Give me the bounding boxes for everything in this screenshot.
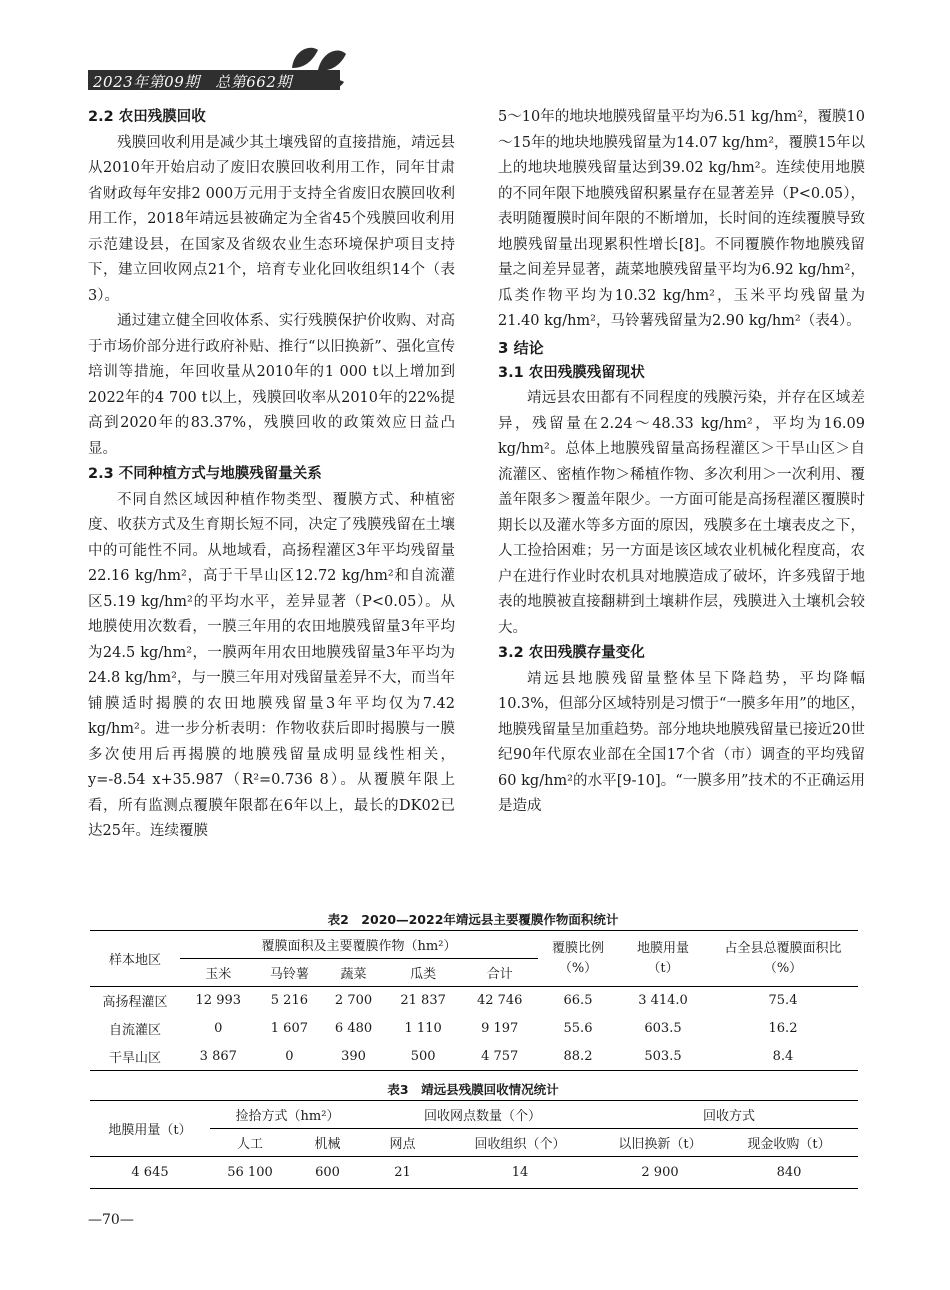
right-column (498, 105, 865, 820)
left-column (88, 105, 455, 845)
section-3-heading: 3 结论 (498, 338, 544, 357)
paragraph: 通过建立健全回收体系、实行残膜保护价收购、对高于市场价部分进行政府补贴、推行“以旧换新”、强化宣传培训等措施，年回收量从2010年的1 000 t以上增加到2022年的4 700 t以上，残膜回收率从2010年的22%提高到2020年的83.37%，残膜回收的政策效应日益凸显。 (88, 313, 455, 457)
table-subheader: 合计 (461, 959, 538, 987)
table-subheader: 玉米 (180, 959, 257, 987)
table-cell: 21 837 (400, 993, 446, 1009)
table-cell: 603.5 (644, 1021, 682, 1036)
table-cell: 0 (214, 1021, 223, 1036)
table-cell: 56 100 (210, 1157, 290, 1189)
table-cell: 3 867 (180, 1043, 257, 1071)
table-cell: 42 746 (476, 993, 523, 1009)
journal-issue: 2023年第09期 总第662期 (93, 73, 292, 91)
paragraph: 残膜回收利用是减少其土壤残留的直接措施，靖远县从2010年开始启动了废旧农膜回收利用工作，同年甘肃省财政每年安排2 000万元用于支持全省废旧农膜回收利用工作，2018年靖远县被确定为全省45个残膜回收利用示范建设县，在国家及省级农业生态环境保护项目支持下，建立回收网点21个，培育专业化回收组织14个（表3）。 (88, 134, 455, 304)
table3 (90, 1100, 858, 1189)
table-header: 样本地区 (90, 931, 180, 987)
table-cell: 自流灌区 (108, 1023, 161, 1038)
table-row (90, 987, 858, 1015)
section-2-3-heading: 2.3 不同种植方式与地膜残留量关系 (88, 466, 322, 482)
section-2-2-heading: 2.2 农田残膜回收 (88, 109, 206, 125)
paragraph: 不同自然区域因种植作物类型、覆膜方式、种植密度、收获方式及生育期长短不同，决定了残膜残留在土壤中的可能性不同。从地域看，高扬程灌区3年平均残留量22.16 kg/hm²，高于干旱山区12.72 kg/hm²和自流灌区5.19 kg/hm²的平均水平，差异显著（P<0.05）。从地膜使用次数看，一膜三年用的农田地膜残留量3年平均为24.5 kg/hm²，一膜两年用农田地膜残留量3年平均为24.8 kg/hm²，与一膜三年用对残留量差异不大，而当年铺膜适时揭膜的农田地膜残留量3年平均仅为7.42 kg/hm²。进一步分析表明：作物收获后即时揭膜与一膜多次使用后再揭膜的地膜残留量成明显线性相关，y=-8.54 x+35.987（R²=0.736 8）。从覆膜年限上看，所有监测点覆膜年限都在6年以上，最长的DK02已达25年。连续覆膜 (88, 491, 455, 839)
table-subheader: 机械 (290, 1129, 365, 1157)
section-3-2-heading: 3.2 农田残膜存量变化 (498, 645, 645, 661)
table-cell: 600 (290, 1157, 365, 1189)
table-header: 地膜用量（t） (90, 1101, 210, 1157)
table-header: 地膜用量 （t） (618, 931, 708, 987)
table-cell: 500 (385, 1043, 462, 1071)
table-cell: 干旱山区 (90, 1043, 180, 1071)
table-cell: 88.2 (538, 1043, 618, 1071)
table-cell: 2 700 (334, 993, 373, 1009)
table-cell: 75.4 (768, 993, 798, 1009)
table-cell: 8.4 (708, 1043, 858, 1071)
table-header: 捡拾方式（hm²） (210, 1101, 365, 1129)
table-subheader: 蔬菜 (322, 959, 385, 987)
table-cell: 3 414.0 (638, 993, 688, 1009)
table-cell: 55.6 (563, 1021, 593, 1036)
table-cell: 840 (720, 1157, 858, 1189)
table-row (90, 1043, 858, 1071)
table-cell: 0 (257, 1043, 323, 1071)
table-cell: 4 757 (461, 1043, 538, 1071)
paragraph: 5～10年的地块地膜残留量平均为6.51 kg/hm²，覆膜10～15年的地块地膜残留量为14.07 kg/hm²，覆膜15年以上的地块地膜残留量达到39.02 kg/hm²。连续使用地膜的不同年限下地膜残留积累量存在显著差异（P<0.05），表明随覆膜时间年限的不断增加，长时间的连续覆膜导致地膜残留量出现累积性增长[8]。不同覆膜作物地膜残留量之间差异显著，蔬菜地膜残留量平均为6.92 kg/hm²，瓜类作物平均为10.32 kg/hm²，玉米平均残留量为21.40 kg/hm²，马铃薯残留量为2.90 kg/hm²（表4）。 (498, 109, 865, 329)
table-header: 覆膜面积及主要覆膜作物（hm²） (180, 931, 538, 959)
table-cell: 503.5 (618, 1043, 708, 1071)
page-number: —70— (88, 1212, 134, 1228)
table-cell: 1 110 (404, 1021, 442, 1036)
table-header: 回收网点数量（个） (365, 1101, 600, 1129)
table-header: 覆膜比例 （%） (538, 931, 618, 987)
table-cell: 12 993 (195, 993, 242, 1009)
table-cell: 1 607 (270, 1021, 308, 1036)
table-subheader: 回收组织（个） (440, 1129, 600, 1157)
table-subheader: 瓜类 (385, 959, 462, 987)
table-subheader: 马铃薯 (257, 959, 323, 987)
table-cell: 21 (365, 1157, 440, 1189)
paragraph: 靖远县地膜残留量整体呈下降趋势，平均降幅10.3%，但部分区域特别是习惯于“一膜多年用”的地区，地膜残留量呈加重趋势。部分地块地膜残留量已接近20世纪90年代原农业部在全国17个省（市）调查的平均残留60 kg/hm²的水平[9-10]。“一膜多用”技术的不正确运用是造成 (498, 670, 865, 814)
table-subheader: 现金收购（t） (720, 1129, 858, 1157)
table-cell: 2 900 (600, 1157, 720, 1189)
table-cell: 390 (322, 1043, 385, 1071)
table-header: 占全县总覆膜面积比 （%） (708, 931, 858, 987)
table-subheader: 人工 (210, 1129, 290, 1157)
table-cell: 66.5 (563, 993, 593, 1009)
table-cell: 6 480 (334, 1021, 373, 1036)
table-row (90, 1157, 858, 1189)
table-cell: 9 197 (481, 1021, 519, 1036)
table-cell: 16.2 (768, 1021, 798, 1036)
table-cell: 5 216 (270, 993, 308, 1009)
table-cell: 高扬程灌区 (102, 995, 168, 1011)
table-subheader: 网点 (365, 1129, 440, 1157)
leaf-logo-icon (288, 40, 348, 90)
table2-caption: 表2 2020—2022年靖远县主要覆膜作物面积统计 (327, 912, 619, 927)
table-subheader: 以旧换新（t） (600, 1129, 720, 1157)
table-cell: 14 (440, 1157, 600, 1189)
table-header: 回收方式 (600, 1101, 858, 1129)
table3-caption: 表3 靖远县残膜回收情况统计 (387, 1082, 559, 1097)
table2 (90, 930, 858, 1071)
table-row (90, 1015, 858, 1043)
section-3-1-heading: 3.1 农田残膜残留现状 (498, 364, 645, 381)
table-cell: 4 645 (90, 1157, 210, 1189)
paragraph: 靖远县农田都有不同程度的残膜污染，并存在区域差异，残留量在2.24～48.33 kg/hm²，平均为16.09 kg/hm²。总体上地膜残留量高扬程灌区＞干旱山区＞自流灌区、密植作物＞稀植作物、多次利用＞一次利用、覆盖年限多＞覆盖年限少。一方面可能是高扬程灌区覆膜时期长以及灌水等多方面的原因，残膜多在土壤表皮之下，人工捡拾困难；另一方面是该区域农业机械化程度高，农户在进行作业时农机具对地膜造成了破坏，许多残留于地表的地膜被直接翻耕到土壤耕作层，残膜进入土壤机会较大。 (498, 390, 865, 636)
